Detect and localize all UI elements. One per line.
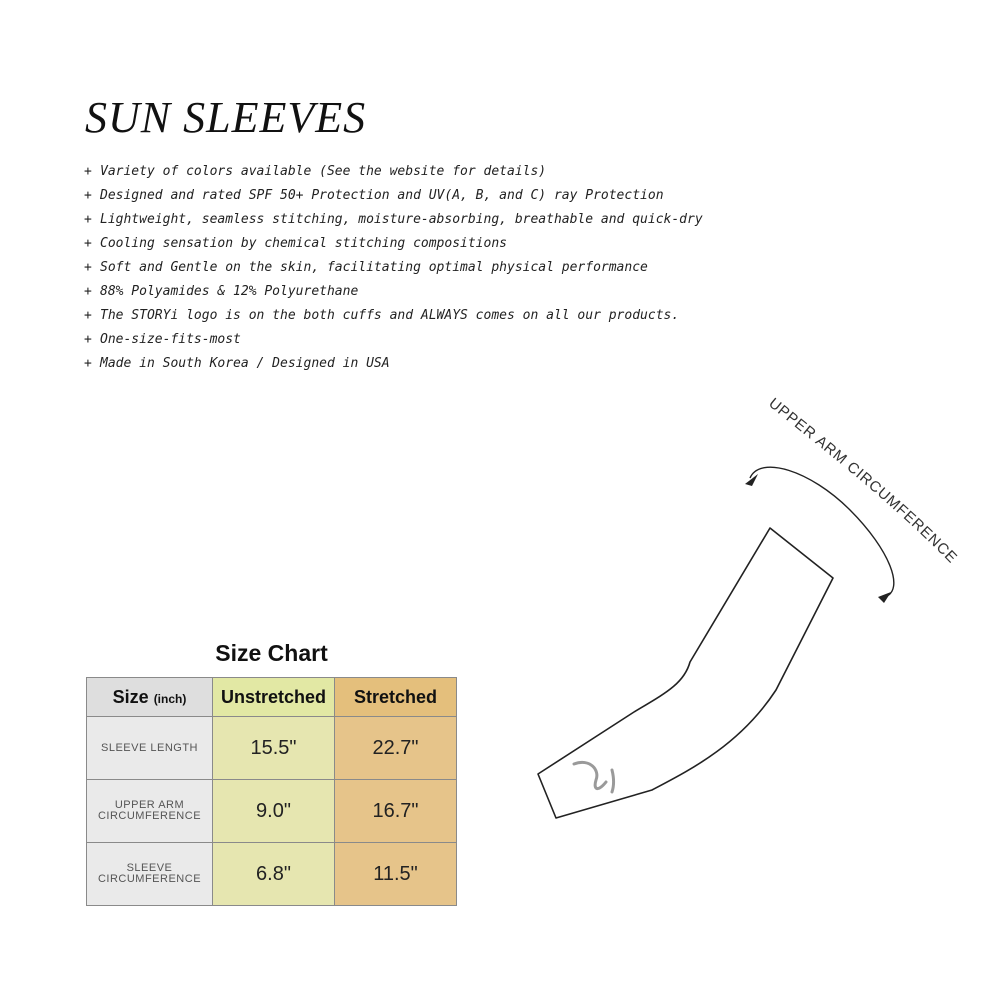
unstretched-value: 15.5" xyxy=(213,717,335,780)
storyi-logo-mark xyxy=(574,762,614,792)
feature-text: 88% Polyamides & 12% Polyurethane xyxy=(100,284,359,299)
header-unit: (inch) xyxy=(153,691,187,706)
bullet-plus: + xyxy=(84,308,92,323)
page-title: SUN SLEEVES xyxy=(85,93,367,142)
row-label xyxy=(87,780,213,843)
feature-text: The STORYi logo is on the both cuffs and ALWAYS comes on all our products. xyxy=(100,308,680,323)
header-unstretched: Unstretched xyxy=(213,678,335,717)
feature-text: Soft and Gentle on the skin, facilitating optimal physical performance xyxy=(100,260,648,275)
bullet-plus: + xyxy=(84,284,92,299)
feature-text: Designed and rated SPF 50+ Protection and UV(A, B, and C) ray Protection xyxy=(100,188,664,203)
feature-item xyxy=(84,211,703,235)
row-label-line: SLEEVE xyxy=(126,862,173,874)
bullet-plus: + xyxy=(84,236,92,251)
arm-label: UPPER ARM CIRCUMFERENCE xyxy=(765,394,961,567)
size-chart-header-row xyxy=(87,678,457,717)
bullet-plus: + xyxy=(84,356,92,371)
arm-label-text xyxy=(765,395,960,567)
feature-text: Lightweight, seamless stitching, moisture-absorbing, breathable and quick-dry xyxy=(100,212,703,227)
stretched-value: 22.7" xyxy=(335,717,457,780)
feature-list xyxy=(84,163,703,379)
size-chart-title: Size Chart xyxy=(215,640,328,666)
feature-text: Variety of colors available (See the website for details) xyxy=(100,164,547,179)
feature-item xyxy=(84,259,703,283)
row-label-line: UPPER ARM xyxy=(114,799,185,811)
size-chart-table xyxy=(86,677,457,906)
feature-item xyxy=(84,283,703,307)
bullet-plus: + xyxy=(84,260,92,275)
feature-item xyxy=(84,331,703,355)
feature-item xyxy=(84,355,703,379)
feature-text: Made in South Korea / Designed in USA xyxy=(100,356,390,371)
unstretched-value: 9.0" xyxy=(213,780,335,843)
bullet-plus: + xyxy=(84,332,92,347)
row-label-line: CIRCUMFERENCE xyxy=(97,873,202,885)
table-row xyxy=(87,780,457,843)
header-stretched: Stretched xyxy=(335,678,457,717)
feature-text: Cooling sensation by chemical stitching compositions xyxy=(100,236,507,251)
table-row xyxy=(87,717,457,780)
table-row xyxy=(87,843,457,906)
feature-text: One-size-fits-most xyxy=(100,332,241,347)
sleeve-diagram xyxy=(520,390,970,830)
bullet-plus: + xyxy=(84,164,92,179)
feature-item xyxy=(84,235,703,259)
header-size-label: Size xyxy=(112,686,149,707)
stretched-value: 16.7" xyxy=(335,780,457,843)
feature-item xyxy=(84,163,703,187)
row-label-line: SLEEVE LENGTH xyxy=(101,741,198,754)
arrow-head-bottom xyxy=(878,592,891,603)
bullet-plus: + xyxy=(84,188,92,203)
sleeve-outline xyxy=(538,528,833,818)
row-label-line: CIRCUMFERENCE xyxy=(97,810,202,822)
stretched-value: 11.5" xyxy=(335,843,457,906)
bullet-plus: + xyxy=(84,212,92,227)
header-size xyxy=(87,678,213,717)
feature-item xyxy=(84,307,703,331)
feature-item xyxy=(84,187,703,211)
row-label xyxy=(87,843,213,906)
unstretched-value: 6.8" xyxy=(213,843,335,906)
row-label xyxy=(87,717,213,780)
